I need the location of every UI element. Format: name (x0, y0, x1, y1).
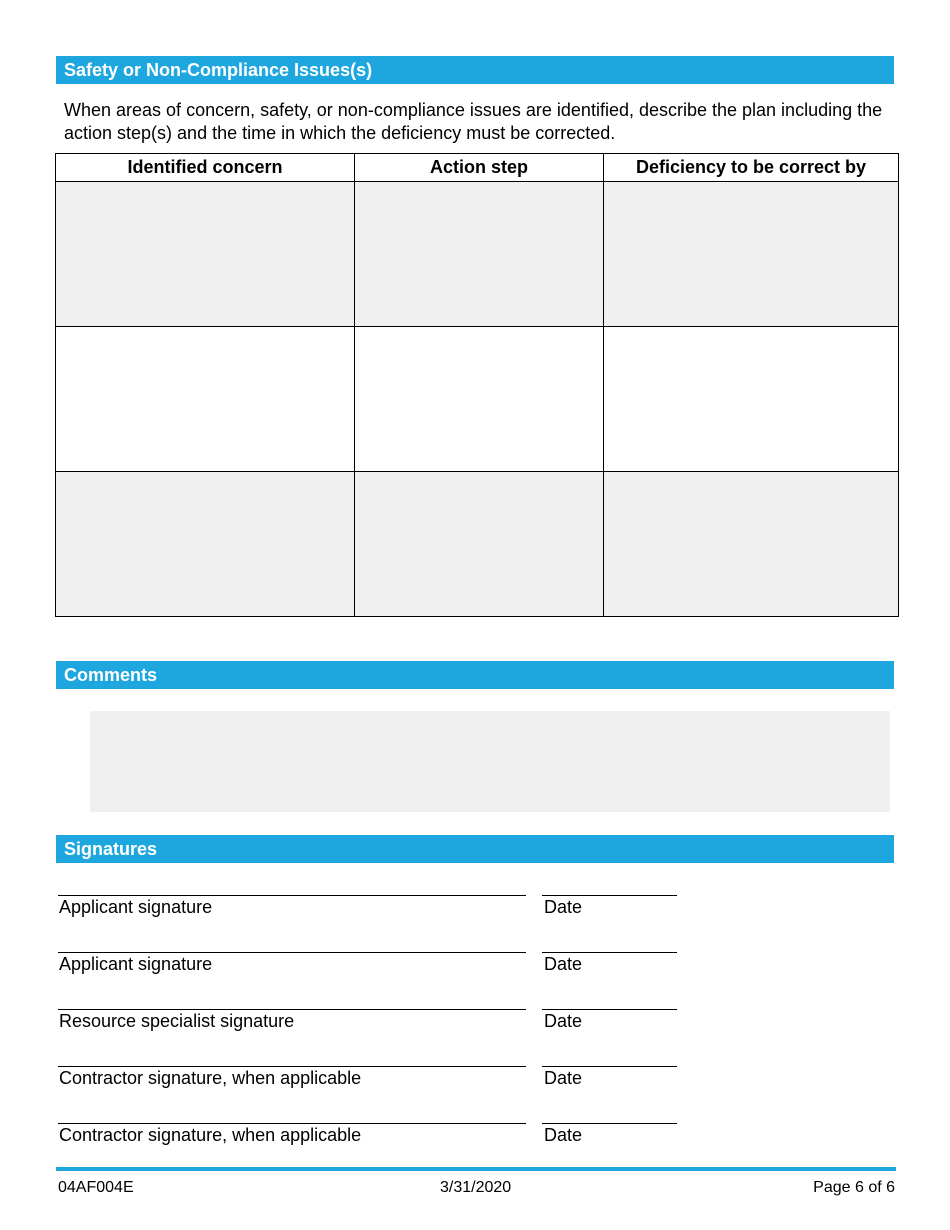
table-row (56, 327, 899, 472)
date-label: Date (544, 1011, 583, 1031)
table-row (56, 182, 899, 327)
identified-concern-field[interactable] (56, 182, 355, 327)
date-label: Date (544, 1068, 583, 1088)
signature-label: Resource specialist signature (59, 1011, 295, 1031)
correct-by-field[interactable] (604, 472, 899, 617)
signature-label: Applicant signature (59, 954, 213, 974)
signature-row (0, 895, 950, 925)
signature-label: Contractor signature, when applicable (59, 1068, 362, 1088)
safety-section-header (56, 56, 894, 84)
signature-row (0, 1123, 950, 1153)
correct-by-field[interactable] (604, 327, 899, 472)
comments-section-header (56, 661, 894, 689)
page-number: Page 6 of 6 (813, 1179, 895, 1196)
comments-section-title: Comments (64, 665, 158, 685)
issues-table (55, 153, 899, 617)
identified-concern-field[interactable] (56, 472, 355, 617)
signature-label: Applicant signature (59, 897, 213, 917)
action-step-field[interactable] (355, 182, 604, 327)
safety-section-title: Safety or Non-Compliance Issues(s) (64, 60, 373, 80)
signatures-section-header (56, 835, 894, 863)
signatures-section-title: Signatures (64, 839, 158, 859)
date-label: Date (544, 1125, 583, 1145)
signature-row (0, 1009, 950, 1039)
signature-label: Contractor signature, when applicable (59, 1125, 362, 1145)
column-header-identified-concern: Identified concern (56, 154, 355, 182)
table-row (56, 472, 899, 617)
footer-divider (56, 1167, 896, 1171)
date-label: Date (544, 897, 583, 917)
identified-concern-field[interactable] (56, 327, 355, 472)
signature-row (0, 952, 950, 982)
issues-table-header-row (56, 154, 899, 182)
correct-by-field[interactable] (604, 182, 899, 327)
column-header-action-step: Action step (355, 154, 604, 182)
safety-instructions: When areas of concern, safety, or non-compliance issues are identified, describe the plan including the action step(s) and the time in which the deficiency must be corrected. (64, 100, 883, 143)
action-step-field[interactable] (355, 327, 604, 472)
action-step-field[interactable] (355, 472, 604, 617)
signature-row (0, 1066, 950, 1096)
comments-field[interactable] (90, 711, 890, 812)
form-date: 3/31/2020 (440, 1179, 512, 1196)
date-label: Date (544, 954, 583, 974)
form-number: 04AF004E (58, 1179, 134, 1196)
column-header-deficiency-correct-by: Deficiency to be correct by (604, 154, 899, 182)
